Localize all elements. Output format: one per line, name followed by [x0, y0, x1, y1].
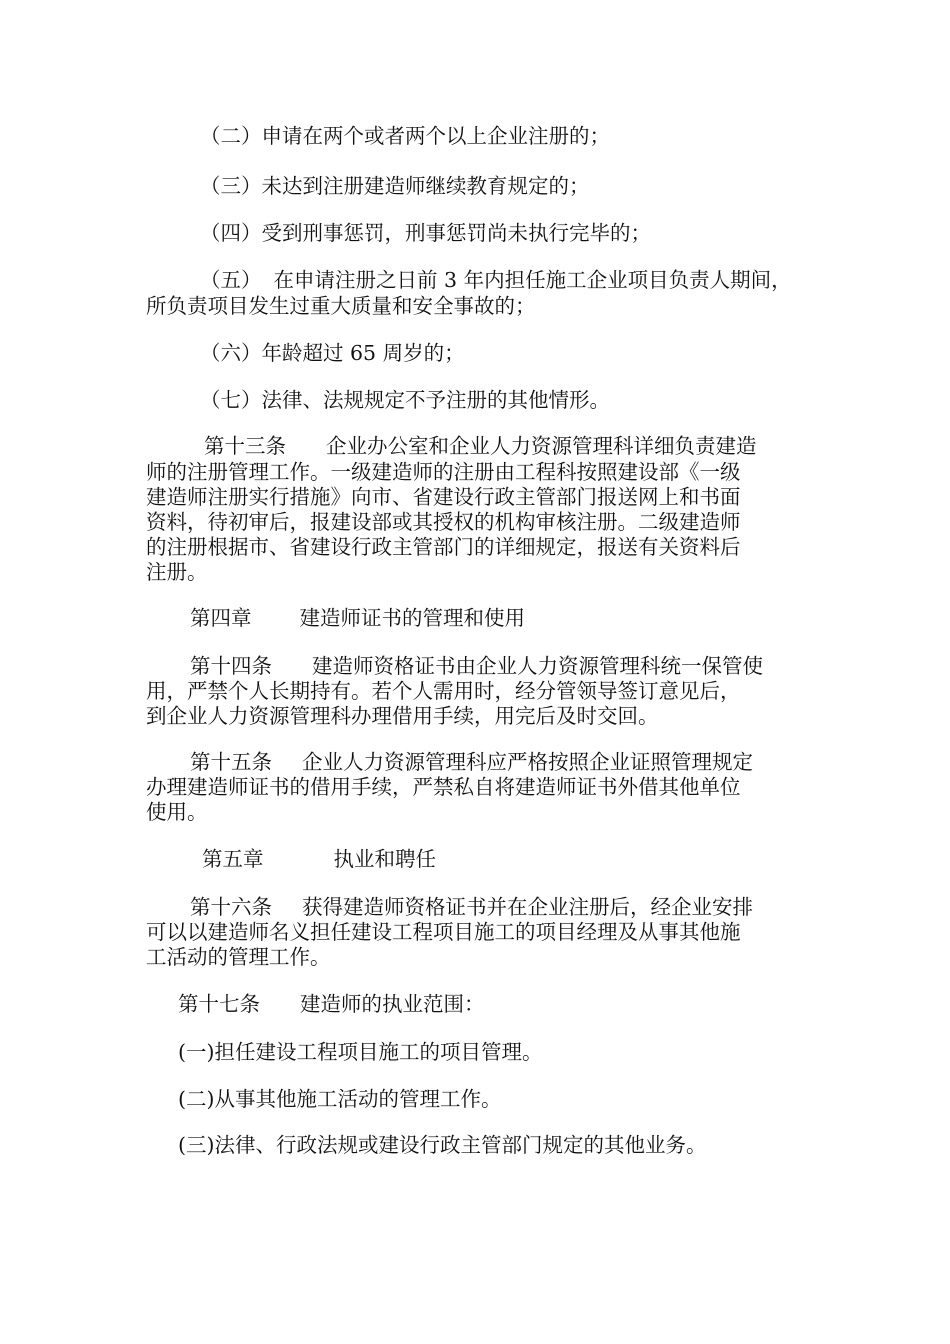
item-4: （四）受到刑事惩罚，刑事惩罚尚未执行完毕的； [200, 221, 651, 245]
article-17-title: 建造师的执业范围： [300, 992, 485, 1016]
article-17-item-3: (三)法律、行政法规或建设行政主管部门规定的其他业务。 [178, 1133, 707, 1157]
article-15-first-line [190, 750, 870, 774]
article-13-text: 企业办公室和企业人力资源管理科详细负责建造 [326, 434, 757, 458]
article-15-line: 使用。 [146, 800, 208, 824]
chapter-4-title: 建造师证书的管理和使用 [299, 606, 525, 630]
chapter-5-heading [202, 847, 882, 871]
article-16-heading: 第十六条 [190, 895, 272, 919]
article-14-first-line [190, 654, 870, 678]
chapter-5-title: 执业和聘任 [333, 847, 436, 871]
article-13-line: 建造师注册实行措施》向市、省建设行政主管部门报送网上和书面 [146, 485, 741, 509]
chapter-4-heading [190, 606, 870, 630]
article-14-line: 到企业人力资源管理科办理借用手续，用完后及时交回。 [146, 704, 659, 728]
article-13-first-line [204, 434, 884, 458]
article-17-heading-line [178, 992, 858, 1016]
article-15-heading: 第十五条 [190, 750, 272, 774]
item-5 [200, 268, 880, 292]
item-5-text: 在申请注册之日前 3 年内担任施工企业项目负责人期间， [273, 268, 792, 292]
article-13-line: 师的注册管理工作。一级建造师的注册由工程科按照建设部《一级 [146, 460, 741, 484]
item-3: （三）未达到注册建造师继续教育规定的； [200, 174, 590, 198]
chapter-4-number: 第四章 [190, 606, 252, 630]
article-13-line: 的注册根据市、省建设行政主管部门的详细规定，报送有关资料后 [146, 535, 741, 559]
article-15-line: 办理建造师证书的借用手续，严禁私自将建造师证书外借其他单位 [146, 775, 741, 799]
article-14-line: 用，严禁个人长期持有。若个人需用时，经分管领导签订意见后， [146, 679, 741, 703]
article-15-text: 企业人力资源管理科应严格按照企业证照管理规定 [302, 750, 753, 774]
item-7: （七）法律、法规规定不予注册的其他情形。 [200, 388, 610, 412]
article-14-text: 建造师资格证书由企业人力资源管理科统一保管使 [312, 654, 763, 678]
article-13-line: 资料，待初审后，报建设部或其授权的机构审核注册。二级建造师 [146, 510, 741, 534]
chapter-5-number: 第五章 [202, 847, 264, 871]
article-16-line: 可以以建造师名义担任建设工程项目施工的项目经理及从事其他施 [146, 920, 741, 944]
article-17-item-1: (一)担任建设工程项目施工的项目管理。 [178, 1040, 543, 1064]
article-17-heading: 第十七条 [178, 992, 260, 1016]
article-16-first-line [190, 895, 870, 919]
article-17-item-2: (二)从事其他施工活动的管理工作。 [178, 1087, 502, 1111]
article-13-heading: 第十三条 [204, 434, 286, 458]
item-5-marker: （五） [200, 268, 262, 292]
item-2: （二）申请在两个或者两个以上企业注册的； [200, 124, 610, 148]
article-16-line: 工活动的管理工作。 [146, 945, 331, 969]
article-16-text: 获得建造师资格证书并在企业注册后，经企业安排 [302, 895, 753, 919]
article-14-heading: 第十四条 [190, 654, 272, 678]
article-13-line: 注册。 [146, 560, 208, 584]
item-6: （六）年龄超过 65 周岁的； [200, 341, 465, 365]
item-5-cont: 所负责项目发生过重大质量和安全事故的； [146, 294, 536, 318]
